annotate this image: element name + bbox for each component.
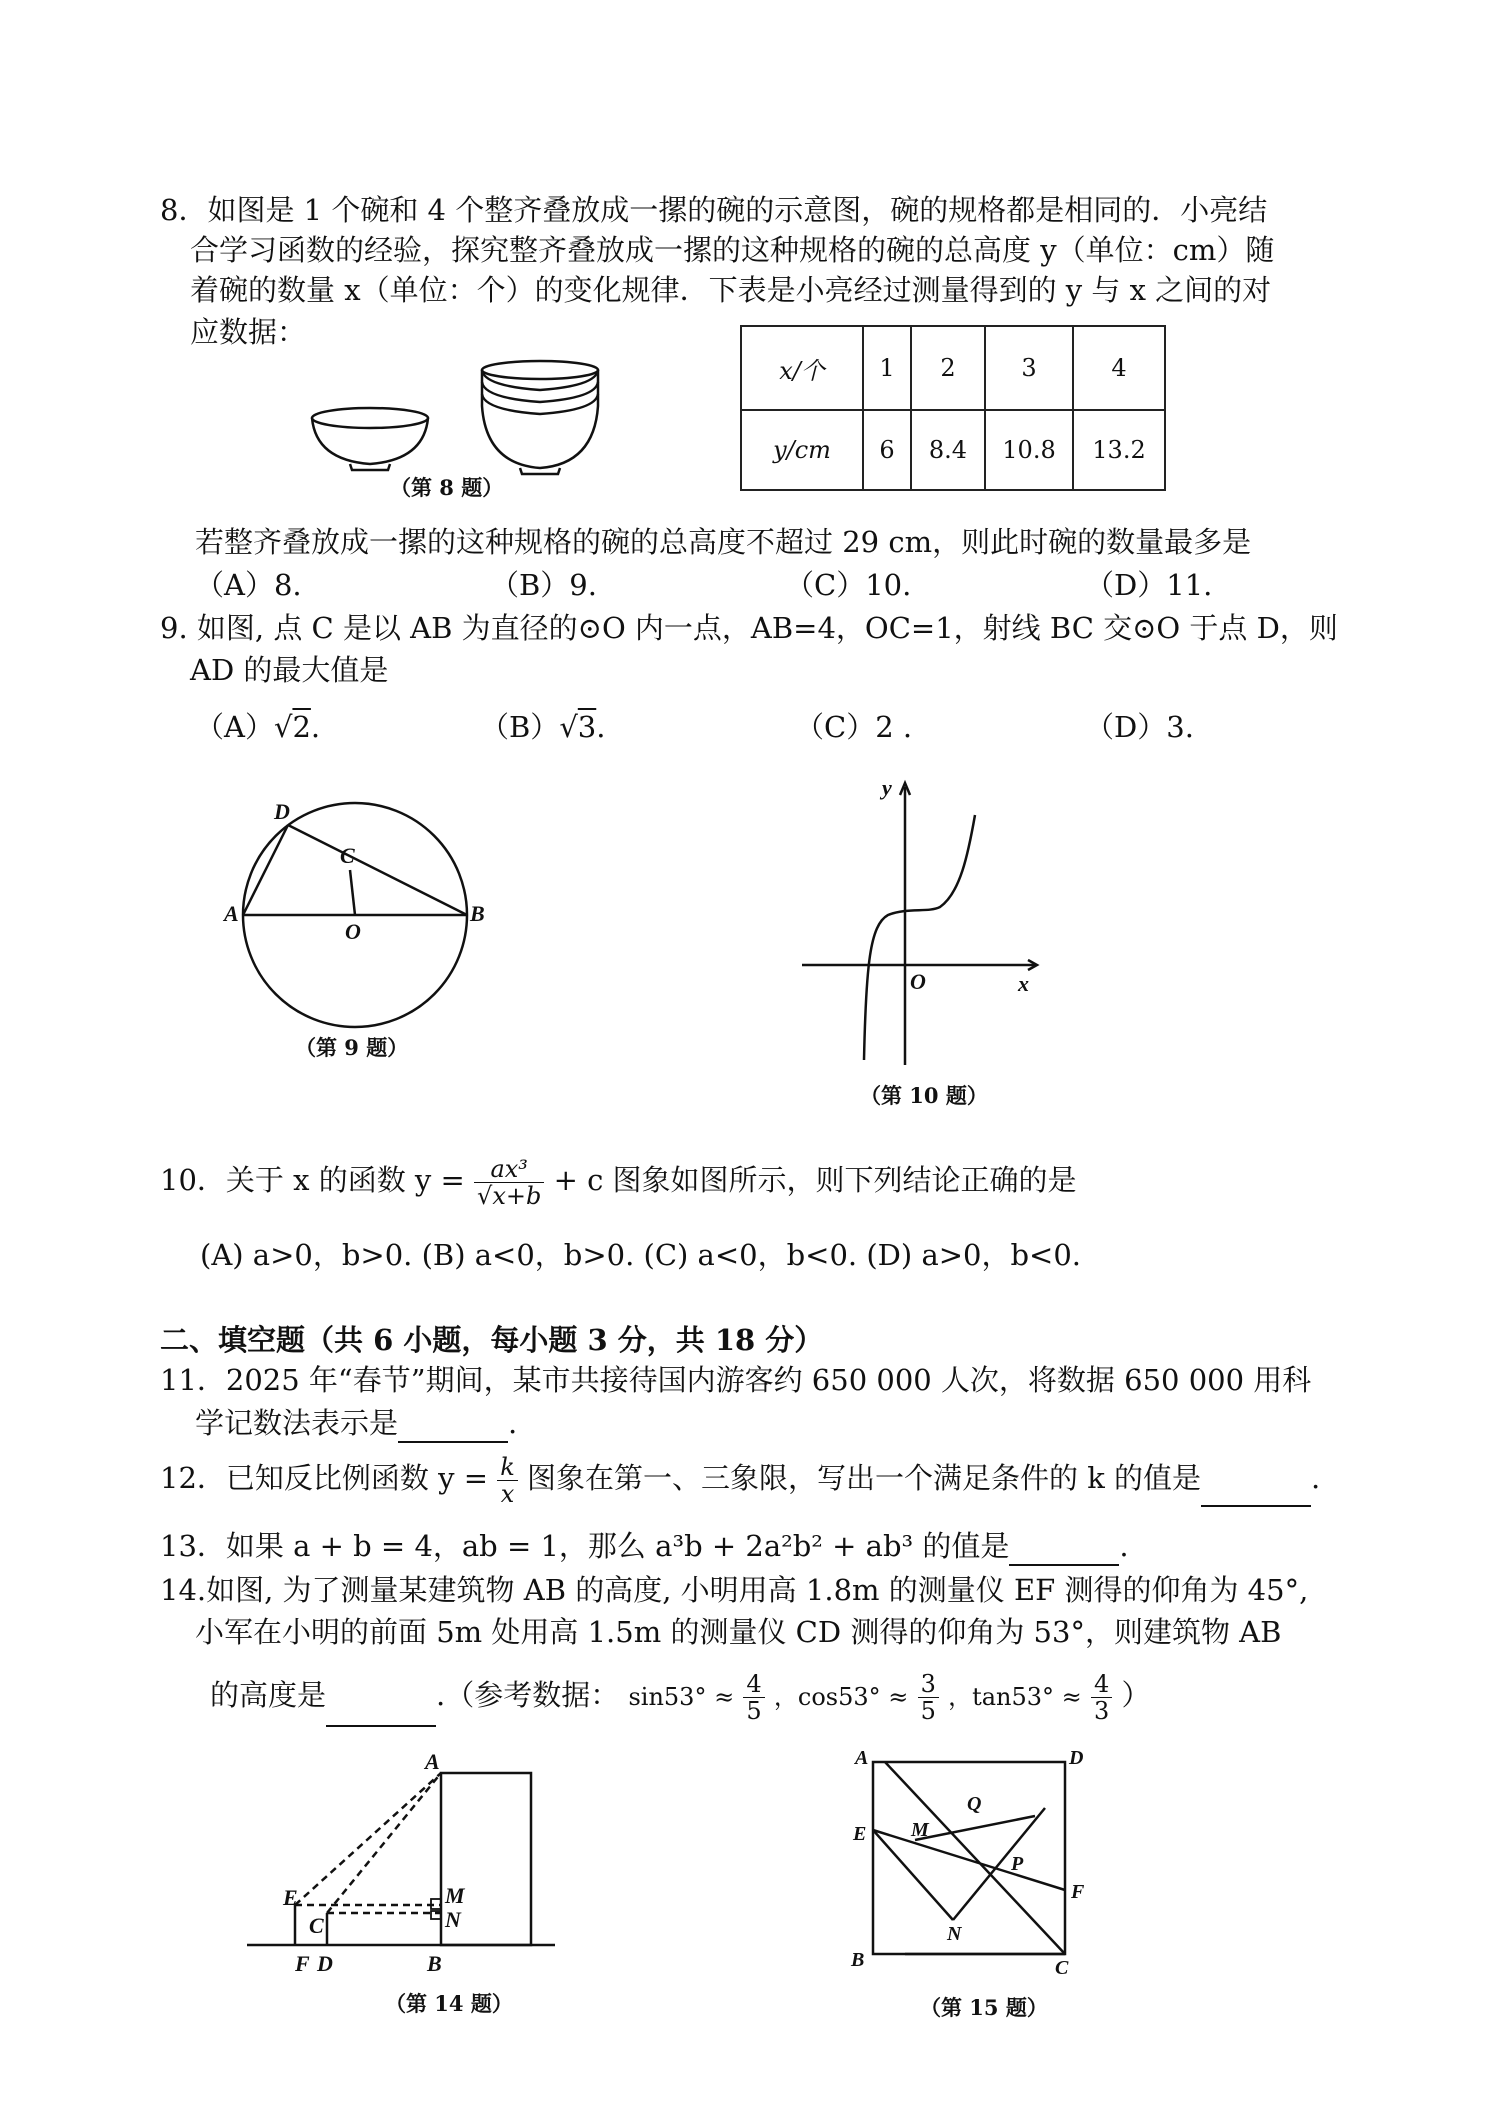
q9-option-a: （A）√2.	[195, 710, 321, 744]
dashed-ea	[295, 1773, 441, 1905]
q8-line3: 着碗的数量 x（单位：个）的变化规律．下表是小亮经过测量得到的 y 与 x 之间的对	[190, 273, 1272, 307]
table-y-cell: 8.4	[911, 410, 985, 490]
q11-line2-text: 学记数法表示是	[195, 1406, 399, 1440]
q8-line2: 合学习函数的经验，探究整齐叠放成一摞的这种规格的碗的总高度 y（单位：cm）随	[190, 233, 1275, 267]
table-y-cell: 6	[863, 410, 911, 490]
q10-caption: （第 10 题）	[860, 1083, 988, 1108]
table-x-cell: 2	[911, 326, 985, 410]
q12-den: x	[500, 1479, 515, 1508]
label-b: B	[851, 1949, 865, 1971]
tan-den: 3	[1094, 1696, 1110, 1725]
q9-option-b-radicand: 3	[577, 710, 597, 744]
q9-option-a-label: （A）	[195, 710, 274, 744]
segment-nq	[953, 1808, 1045, 1920]
q12-line	[160, 1450, 1320, 1507]
label-b: B	[470, 901, 485, 926]
sqrt-symbol: √	[559, 710, 578, 744]
square-abcd	[873, 1762, 1065, 1954]
q14-cos: ，cos53° ≈	[773, 1683, 909, 1711]
q14-close: ）	[1121, 1678, 1151, 1712]
q15-square-figure	[845, 1747, 1085, 1980]
q8-line1: 8．如图是 1 个碗和 4 个整齐叠放成一摞的碗的示意图，碗的规格都是相同的．小亮结	[160, 193, 1268, 227]
q14-line3-post: .（参考数据：	[436, 1678, 620, 1712]
q10-options: (A) a>0，b>0. (B) a<0，b>0. (C) a<0，b<0. (D) a>0，b<0.	[200, 1238, 1082, 1272]
function-curve	[864, 815, 975, 1060]
q8-option-d: （D）11.	[1085, 568, 1213, 602]
label-c: C	[309, 1913, 324, 1938]
cos-den: 5	[920, 1696, 936, 1725]
q14-tan: ，tan53° ≈	[948, 1683, 1082, 1711]
section-2-heading: 二、填空题（共 6 小题，每小题 3 分，共 18 分）	[160, 1323, 824, 1357]
axis-x-label: x	[1018, 971, 1029, 996]
q9-circle-figure	[224, 795, 490, 1035]
label-b: B	[427, 1951, 442, 1976]
label-c: C	[340, 843, 355, 868]
label-f: F	[295, 1951, 310, 1976]
q13-answer-blank[interactable]	[1009, 1534, 1119, 1566]
q9-caption: （第 9 题）	[295, 1035, 409, 1060]
q10-stem-post: + c 图象如图所示，则下列结论正确的是	[553, 1163, 1077, 1197]
q8-data-table	[740, 325, 1166, 491]
axis-y-label: y	[882, 775, 892, 800]
q8-question: 若整齐叠放成一摞的这种规格的碗的总高度不超过 29 cm，则此时碗的数量最多是	[195, 525, 1252, 559]
q12-num: k	[497, 1454, 518, 1481]
q8-caption: （第 8 题）	[390, 475, 504, 500]
table-x-cell: 4	[1073, 326, 1165, 410]
label-m: M	[911, 1819, 929, 1841]
q13-end: .	[1119, 1529, 1129, 1563]
q10-fraction	[474, 1156, 544, 1209]
q9-option-a-radicand: 2	[292, 710, 311, 744]
sin-num: 4	[743, 1671, 764, 1698]
label-a: A	[425, 1749, 440, 1774]
label-d: D	[274, 799, 290, 824]
q10-den: √x+b	[477, 1181, 542, 1210]
q8-line4: 应数据：	[190, 315, 307, 349]
tan-num: 4	[1091, 1671, 1112, 1698]
q12-fraction	[497, 1454, 518, 1507]
q10-graph-figure	[800, 775, 1050, 1065]
q14-answer-blank[interactable]	[326, 1695, 436, 1727]
q14-sin-frac	[743, 1671, 764, 1724]
q14-line1: 14.如图, 为了测量某建筑物 AB 的高度, 小明用高 1.8m 的测量仪 EF 测得的仰角为 45°,	[160, 1573, 1309, 1607]
label-q: Q	[967, 1793, 982, 1815]
table-y-header: y/cm	[741, 410, 863, 490]
q14-building-figure	[245, 1745, 565, 1976]
table-y-cell: 13.2	[1073, 410, 1165, 490]
q9-option-c: （C）2 .	[795, 710, 913, 744]
table-x-cell: 1	[863, 326, 911, 410]
label-e: E	[853, 1823, 867, 1845]
origin-label: O	[910, 969, 926, 994]
q9-line2: AD 的最大值是	[190, 653, 389, 687]
table-y-cell: 10.8	[985, 410, 1073, 490]
sin-den: 5	[746, 1696, 762, 1725]
label-f: F	[1071, 1881, 1085, 1903]
segment-ad	[243, 825, 288, 915]
label-a: A	[855, 1747, 869, 1769]
q8-option-b: （B）9.	[490, 568, 597, 602]
q14-line2: 小军在小明的前面 5m 处用高 1.5m 的测量仪 CD 测得的仰角为 53°，则建筑物 AB	[195, 1615, 1282, 1649]
q13-line	[160, 1526, 1129, 1566]
q8-option-a: （A）8.	[195, 568, 302, 602]
q11-end: .	[508, 1406, 518, 1440]
table-x-header: x/个	[741, 326, 863, 410]
label-d: D	[317, 1951, 333, 1976]
q15-caption: （第 15 题）	[920, 1995, 1048, 2020]
segment-ef	[873, 1830, 1065, 1890]
q8-option-c: （C）10.	[785, 568, 912, 602]
q10-stem-pre: 10．关于 x 的函数 y =	[160, 1163, 465, 1197]
segment-oc	[350, 870, 355, 915]
label-o: O	[345, 919, 361, 944]
bowls-figure	[300, 360, 620, 480]
q14-line3-pre: 的高度是	[210, 1678, 327, 1712]
segment-db	[288, 825, 467, 915]
label-c: C	[1055, 1957, 1069, 1979]
q13-pre: 13．如果 a + b = 4，ab = 1，那么 a³b + 2a²b² + ab³ 的值是	[160, 1529, 1010, 1563]
label-a: A	[224, 901, 239, 926]
q9-option-b-label: （B）	[480, 710, 560, 744]
q12-end: .	[1311, 1461, 1321, 1495]
single-bowl	[312, 408, 428, 470]
q14-line3	[210, 1665, 1151, 1727]
q14-cos-frac	[918, 1671, 939, 1724]
q11-answer-blank[interactable]	[398, 1411, 508, 1443]
label-n: N	[947, 1923, 962, 1945]
q9-line1: 9. 如图, 点 C 是以 AB 为直径的⊙O 内一点，AB=4，OC=1，射线 BC 交⊙O 于点 D，则	[160, 611, 1338, 645]
label-m: M	[445, 1883, 465, 1908]
q9-option-d: （D）3.	[1085, 710, 1194, 744]
q9-option-b: （B）√3.	[480, 710, 606, 744]
q10-stem	[160, 1150, 1077, 1210]
sqrt-symbol: √	[273, 710, 293, 744]
stacked-bowls	[482, 361, 598, 474]
segment-mq	[915, 1816, 1035, 1840]
segment-ac-line	[885, 1762, 1065, 1954]
q12-pre: 12．已知反比例函数 y =	[160, 1461, 489, 1495]
q14-tan-frac	[1091, 1671, 1112, 1724]
label-p: P	[1011, 1853, 1024, 1875]
q10-num: ax³	[474, 1156, 544, 1183]
label-n: N	[445, 1907, 461, 1932]
q11-line2	[195, 1403, 517, 1443]
q14-sin: sin53° ≈	[628, 1683, 735, 1711]
cos-num: 3	[918, 1671, 939, 1698]
q11-line1: 11．2025 年“春节”期间，某市共接待国内游客约 650 000 人次，将数据 650 000 用科	[160, 1363, 1312, 1397]
dashed-ca	[327, 1773, 441, 1913]
label-d: D	[1069, 1747, 1084, 1769]
q14-caption: （第 14 题）	[385, 1991, 513, 2016]
table-x-cell: 3	[985, 326, 1073, 410]
label-e: E	[283, 1885, 298, 1910]
q12-post: 图象在第一、三象限，写出一个满足条件的 k 的值是	[527, 1461, 1202, 1495]
q12-answer-blank[interactable]	[1201, 1475, 1311, 1507]
